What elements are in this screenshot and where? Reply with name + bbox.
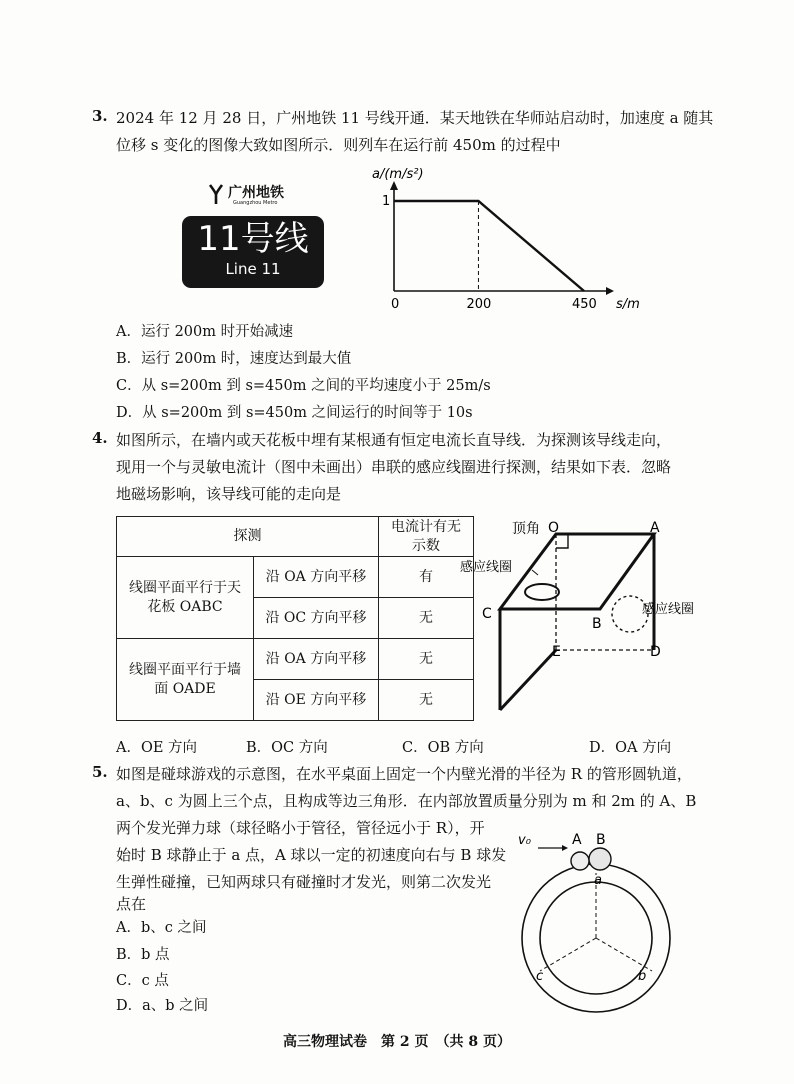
label-o: O xyxy=(548,520,560,536)
label-point-a: a xyxy=(594,873,602,888)
page-footer: 高三物理试卷 第 2 页 （共 8 页） xyxy=(283,1034,511,1050)
table-row-2-result: 无 xyxy=(379,598,474,639)
label-a: A xyxy=(650,520,660,536)
q3-stem-line1: 2024 年 12 月 28 日，广州地铁 11 号线开通．某天地铁在华师站启动时，加速度 a 随其 xyxy=(116,109,714,127)
metro-brand-en: Guangzhou Metro xyxy=(233,200,278,206)
probe-results-table xyxy=(116,516,474,721)
metro-logo-icon xyxy=(208,183,224,205)
line-sign xyxy=(182,216,324,288)
table-row-4-move: 沿 OE 方向平移 xyxy=(254,680,379,721)
q5-stem-line2: a、b、c 为圆上三个点，且构成等边三角形．在内部放置质量分别为 m 和 2m 的 A、B xyxy=(116,792,697,810)
y-axis-arrow xyxy=(390,181,398,190)
table-row-1-result: 有 xyxy=(379,557,474,598)
table-group-wall: 线圈平面平行于墙面 OADE xyxy=(117,639,254,721)
q3-option-d: D．从 s=200m 到 s=450m 之间运行的时间等于 10s xyxy=(116,405,473,421)
y-tick-label-1: 1 xyxy=(382,194,391,209)
v0-arrowhead xyxy=(562,845,568,851)
series-group xyxy=(394,201,584,291)
q5-stem-line6: 点在 xyxy=(116,895,147,913)
q3-option-b: B．运行 200m 时，速度达到最大值 xyxy=(116,351,352,367)
x-axis-arrow xyxy=(606,287,614,295)
table-row-3-result: 无 xyxy=(379,639,474,680)
label-d: D xyxy=(650,644,661,660)
q4-option-d: D．OA 方向 xyxy=(589,740,672,756)
series-line xyxy=(394,201,584,291)
label-point-c: c xyxy=(536,969,544,984)
q4-stem-line2: 现用一个与灵敏电流计（图中未画出）串联的感应线圈进行探测，结果如下表．忽略 xyxy=(116,458,672,476)
table-row-4-result: 无 xyxy=(379,680,474,721)
q5-option-b: B．b 点 xyxy=(116,947,170,963)
acceleration-displacement-chart xyxy=(358,160,658,318)
y-axis-label: a/(m/s²) xyxy=(372,167,424,182)
label-point-b: b xyxy=(638,969,647,984)
coil-on-ceiling xyxy=(525,584,559,600)
label-coil-ceiling: 感应线圈 xyxy=(460,560,513,575)
table-row-2-move: 沿 OC 方向平移 xyxy=(254,598,379,639)
ball-b xyxy=(589,848,611,870)
table-group-ceiling: 线圈平面平行于天花板 OABC xyxy=(117,557,254,639)
label-corner: 顶角 xyxy=(512,521,540,537)
q5-number: 5. xyxy=(92,763,108,781)
q3-option-a: A．运行 200m 时开始减速 xyxy=(116,324,294,340)
q3-option-c: C．从 s=200m 到 s=450m 之间的平均速度小于 25m/s xyxy=(116,378,491,394)
table-header-probe: 探测 xyxy=(117,517,379,557)
ceiling-plane xyxy=(500,534,654,609)
q5-option-c: C．c 点 xyxy=(116,973,169,989)
x-tick-label-450: 450 xyxy=(572,297,597,312)
line-sign-en: Line 11 xyxy=(225,260,281,278)
front-bottom-edge xyxy=(500,650,556,710)
q4-stem-line3: 地磁场影响，该导线可能的走向是 xyxy=(116,485,342,503)
corner-marker xyxy=(556,534,568,548)
q5-option-a: A．b、c 之间 xyxy=(116,920,207,936)
q5-option-d: D．a、b 之间 xyxy=(116,998,209,1014)
label-e: E xyxy=(552,644,561,660)
q3-stem-line2: 位移 s 变化的图像大致如图所示．则列车在运行前 450m 的过程中 xyxy=(116,136,561,154)
line-sign-cn: 11号线 xyxy=(197,219,309,259)
table-row-3-move: 沿 OA 方向平移 xyxy=(254,639,379,680)
q4-number: 4. xyxy=(92,429,108,447)
q4-option-c: C．OB 方向 xyxy=(402,740,484,756)
table-header-result: 电流计有无示数 xyxy=(379,517,474,557)
x-tick-label-200: 200 xyxy=(466,297,492,312)
ceiling-wall-figure xyxy=(460,518,720,740)
metro-brand: 广州地铁 xyxy=(228,185,284,201)
q4-option-b: B．OC 方向 xyxy=(246,740,328,756)
label-c: C xyxy=(482,606,492,622)
coil-leader-line xyxy=(532,570,538,575)
label-ball-a: A xyxy=(572,832,582,848)
ball-a xyxy=(571,852,589,870)
label-ball-b: B xyxy=(596,832,606,848)
q4-option-a: A．OE 方向 xyxy=(116,740,198,756)
circular-track-figure xyxy=(516,828,686,1018)
q5-stem-line5: 生弹性碰撞，已知两球只有碰撞时才发光，则第二次发光 xyxy=(116,873,492,891)
table-row-1-move: 沿 OA 方向平移 xyxy=(254,557,379,598)
q5-stem-line4: 始时 B 球静止于 a 点，A 球以一定的初速度向右与 B 球发 xyxy=(116,846,507,864)
label-v0: v₀ xyxy=(518,833,531,848)
q5-stem-line3: 两个发光弹力球（球径略小于管径，管径远小于 R），开 xyxy=(116,819,485,837)
q4-stem-line1: 如图所示，在墙内或天花板中埋有某根通有恒定电流长直导线．为探测该导线走向， xyxy=(116,431,672,449)
label-coil-wall: 感应线圈 xyxy=(642,602,695,617)
q5-stem-line1: 如图是碰球游戏的示意图，在水平桌面上固定一个内壁光滑的半径为 R 的管形圆轨道， xyxy=(116,765,692,783)
x-axis-label: s/m xyxy=(616,297,640,312)
label-b: B xyxy=(592,616,602,632)
x-tick-label-0: 0 xyxy=(391,297,400,312)
q3-number: 3. xyxy=(92,107,108,125)
